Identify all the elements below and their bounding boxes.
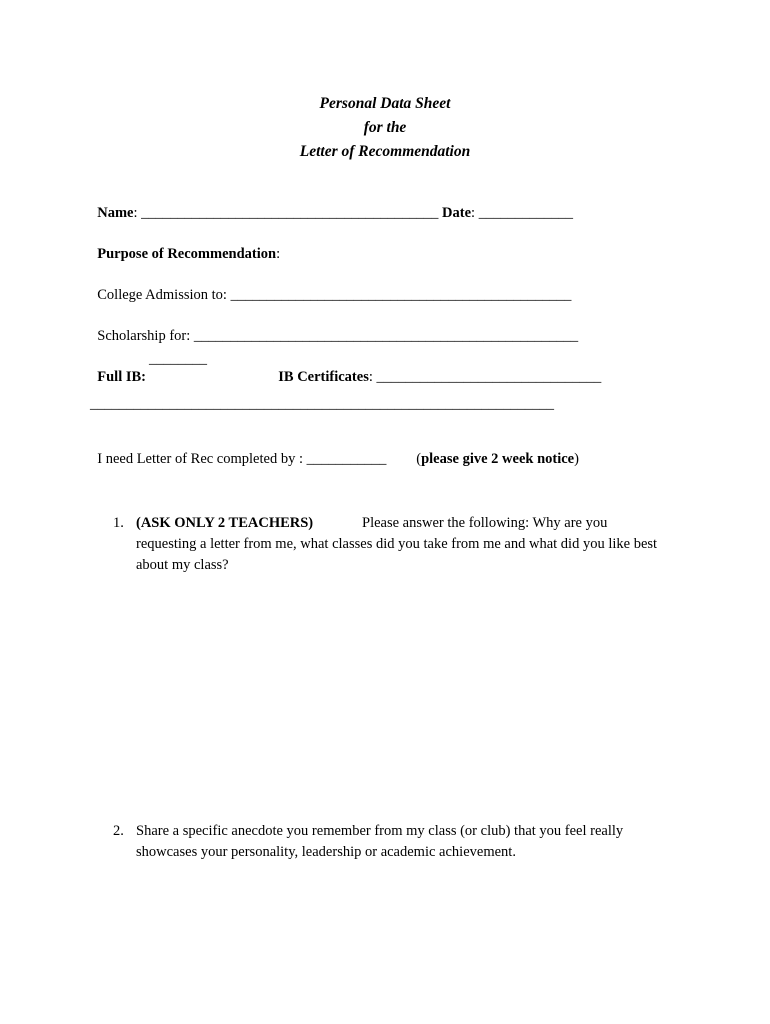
purpose-row bbox=[90, 227, 280, 263]
document-title-line-1: Personal Data Sheet bbox=[319, 95, 451, 112]
name-date-row bbox=[90, 186, 573, 222]
notice-bold: please give 2 week notice bbox=[421, 451, 575, 467]
date-label: Date bbox=[442, 205, 472, 221]
deadline-field[interactable]: ___________ bbox=[306, 451, 387, 467]
question-1-number: 1. bbox=[113, 515, 124, 531]
question-1-lead: (ASK ONLY 2 TEACHERS) bbox=[136, 515, 314, 531]
deadline-label: I need Letter of Rec completed by : bbox=[97, 451, 307, 467]
ib-certificates-row bbox=[271, 350, 601, 386]
notice-close-paren: ) bbox=[574, 451, 579, 467]
scholarship-row bbox=[90, 309, 578, 345]
question-2-line-1: Share a specific anecdote you remember from my class (or club) that you feel really bbox=[136, 823, 624, 839]
college-admission-row bbox=[90, 268, 571, 304]
full-ib-label: Full IB: bbox=[97, 369, 146, 385]
ib-certificates-label: IB Certificates bbox=[278, 369, 369, 385]
question-1-line-3: about my class? bbox=[136, 557, 229, 573]
document-title-line-3: Letter of Recommendation bbox=[299, 143, 471, 160]
question-2-number: 2. bbox=[113, 823, 124, 839]
purpose-label: Purpose of Recommendation bbox=[97, 246, 277, 262]
name-field[interactable]: _________________________________________ bbox=[137, 205, 443, 221]
college-admission-label: College Admission to: bbox=[97, 287, 231, 303]
document-title-line-2: for the bbox=[363, 119, 407, 136]
question-1-line-2: requesting a letter from me, what classes did you take from me and what did you like best bbox=[136, 536, 658, 552]
name-colon: : bbox=[133, 205, 138, 221]
ib-row bbox=[90, 350, 146, 386]
date-colon: : bbox=[471, 205, 476, 221]
name-label: Name bbox=[97, 205, 134, 221]
question-1-line-1: Please answer the following: Why are you bbox=[362, 515, 608, 531]
ib-certificates-field[interactable]: _______________________________ bbox=[372, 369, 602, 385]
notice-open-paren: ( bbox=[416, 451, 422, 467]
full-ib-field[interactable]: ________ bbox=[149, 351, 207, 367]
purpose-colon: : bbox=[276, 246, 281, 262]
ib-certificates-colon: : bbox=[368, 369, 373, 385]
scholarship-label: Scholarship for: bbox=[97, 328, 194, 344]
deadline-row bbox=[90, 432, 386, 468]
notice-text bbox=[409, 432, 579, 468]
question-2-line-2: showcases your personality, leadership or academic achievement. bbox=[136, 844, 516, 860]
date-field[interactable]: _____________ bbox=[475, 205, 573, 221]
extra-blank-line[interactable]: ________________________________________________________________ bbox=[90, 396, 554, 412]
college-admission-field[interactable]: _______________________________________________ bbox=[230, 287, 572, 303]
scholarship-field[interactable]: _____________________________________________________ bbox=[193, 328, 579, 344]
